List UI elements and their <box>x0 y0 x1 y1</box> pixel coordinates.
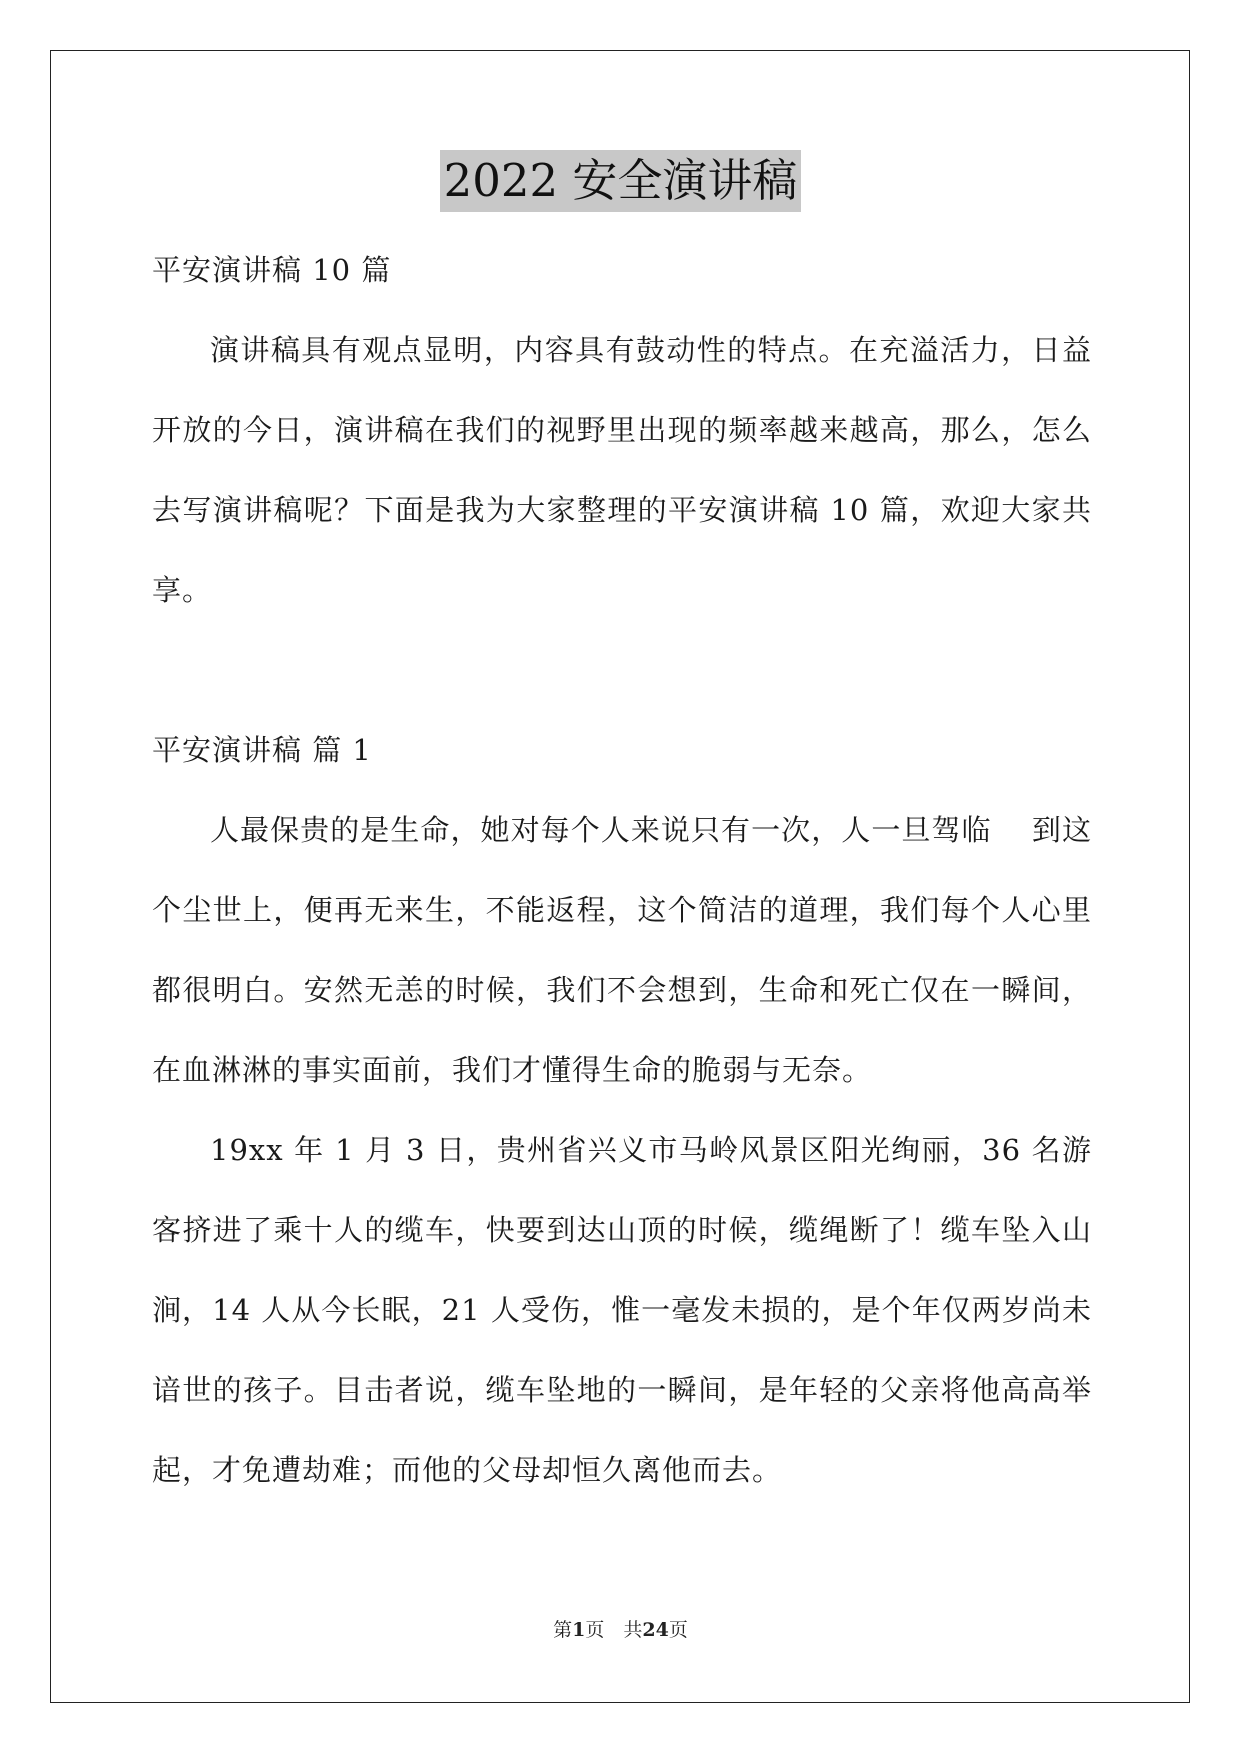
footer-page-suffix: 页 <box>668 1619 688 1641</box>
document-subtitle: 平安演讲稿 10 篇 <box>152 253 392 287</box>
title-container <box>0 150 1241 212</box>
footer-total-pages: 24 <box>642 1619 669 1641</box>
document-title: 2022 安全演讲稿 <box>440 150 802 212</box>
section-heading: 平安演讲稿 篇 1 <box>152 733 372 767</box>
footer-current-page: 1 <box>572 1619 586 1641</box>
page-footer <box>0 1615 1241 1642</box>
intro-paragraph: 演讲稿具有观点显明，内容具有鼓动性的特点。在充溢活力，日益开放的今日，演讲稿在我们的视野里出现的频率越来越高，那么，怎么去写演讲稿呢？下面是我为大家整理的平安演讲稿 10 篇，欢迎大家共享。 <box>152 333 1092 607</box>
footer-page-prefix: 第 <box>553 1619 573 1641</box>
body-paragraph: 人最保贵的是生命，她对每个人来说只有一次，人一旦驾临 到这个尘世上，便再无来生，不能返程，这个简洁的道理，我们每个人心里都很明白。安然无恙的时候，我们不会想到，生命和死亡仅在一瞬间，在血淋淋的事实面前，我们才懂得生命的脆弱与无奈。 <box>152 813 1092 1087</box>
footer-page-mid: 页 共 <box>585 1619 643 1641</box>
body-paragraph: 19xx 年 1 月 3 日，贵州省兴义市马岭风景区阳光绚丽，36 名游客挤进了乘十人的缆车，快要到达山顶的时候，缆绳断了！缆车坠入山涧，14 人从今长眠，21 人受伤，惟一毫发未损的，是个年仅两岁尚未谙世的孩子。目击者说，缆车坠地的一瞬间，是年轻的父亲将他高高举起，才免遭劫难；而他的父母却恒久离他而去。 <box>152 1133 1092 1487</box>
document-body <box>152 230 1092 1510</box>
section-spacer <box>152 630 1092 710</box>
